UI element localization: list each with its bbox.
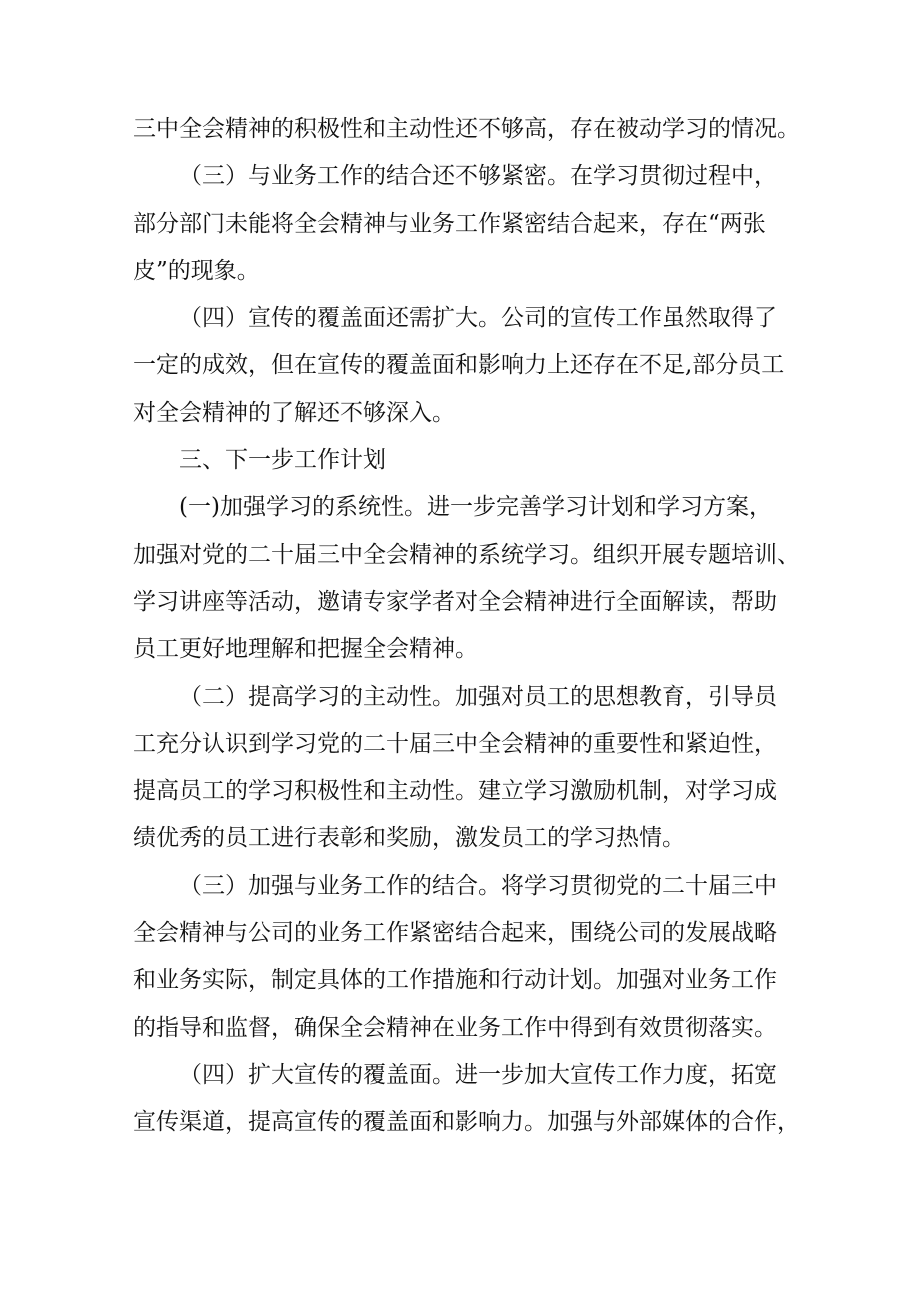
paragraph: [133, 106, 800, 153]
text-line: （四）扩大宣传的覆盖面。进一步加大宣传工作力度，拓宽: [179, 1061, 777, 1088]
paragraph: [133, 863, 793, 1052]
paragraph: [133, 1052, 800, 1147]
text-line: 对全会精神的了解还不够深入。: [133, 399, 455, 426]
text-line: 三中全会精神的积极性和主动性还不够高，存在被动学习的情况。: [133, 116, 800, 142]
text-line: 提高员工的学习积极性和主动性。建立学习激励机制，对学习成: [133, 778, 777, 805]
paragraph: [133, 674, 793, 863]
text-line: 的指导和监督，确保全会精神在业务工作中得到有效贯彻落实。: [133, 1014, 777, 1041]
text-line: 全会精神与公司的业务工作紧密结合起来，围绕公司的发展战略: [133, 920, 777, 947]
text-line: 工充分认识到学习党的二十届三中全会精神的重要性和紧迫性，: [133, 730, 777, 757]
text-line: (一)加强学习的系统性。进一步完善学习计划和学习方案，: [179, 494, 772, 521]
paragraph: [133, 437, 793, 484]
paragraph: [133, 295, 793, 437]
paragraph: [133, 484, 800, 673]
text-line: 学习讲座等活动，邀请专家学者对全会精神进行全面解读，帮助: [133, 588, 777, 615]
text-line: （四）宣传的覆盖面还需扩大。公司的宣传工作虽然取得了: [179, 305, 777, 332]
text-line: （二）提高学习的主动性。加强对员工的思想教育，引导员: [179, 683, 777, 710]
text-line: （三）与业务工作的结合还不够紧密。在学习贯彻过程中，: [179, 163, 777, 190]
text-line: （三）加强与业务工作的结合。将学习贯彻党的二十届三中: [179, 872, 777, 899]
text-line: 宣传渠道，提高宣传的覆盖面和影响力。加强与外部媒体的合作，: [133, 1109, 800, 1136]
text-line: 绩优秀的员工进行表彰和奖励，激发员工的学习热情。: [133, 825, 685, 852]
text-line: 部分部门未能将全会精神与业务工作紧密结合起来，存在“两张: [133, 210, 766, 237]
document-body: [133, 106, 800, 1147]
text-line: 三、下一步工作计划: [179, 447, 386, 474]
text-line: 和业务实际，制定具体的工作措施和行动计划。加强对业务工作: [133, 967, 777, 994]
text-line: 加强对党的二十届三中全会精神的系统学习。组织开展专题培训、: [133, 541, 800, 568]
text-line: 一定的成效，但在宣传的覆盖面和影响力上还存在不足,部分员工: [133, 352, 785, 379]
text-line: 员工更好地理解和把握全会精神。: [133, 636, 478, 663]
paragraph: [133, 153, 793, 295]
text-line: 皮”的现象。: [133, 257, 260, 284]
